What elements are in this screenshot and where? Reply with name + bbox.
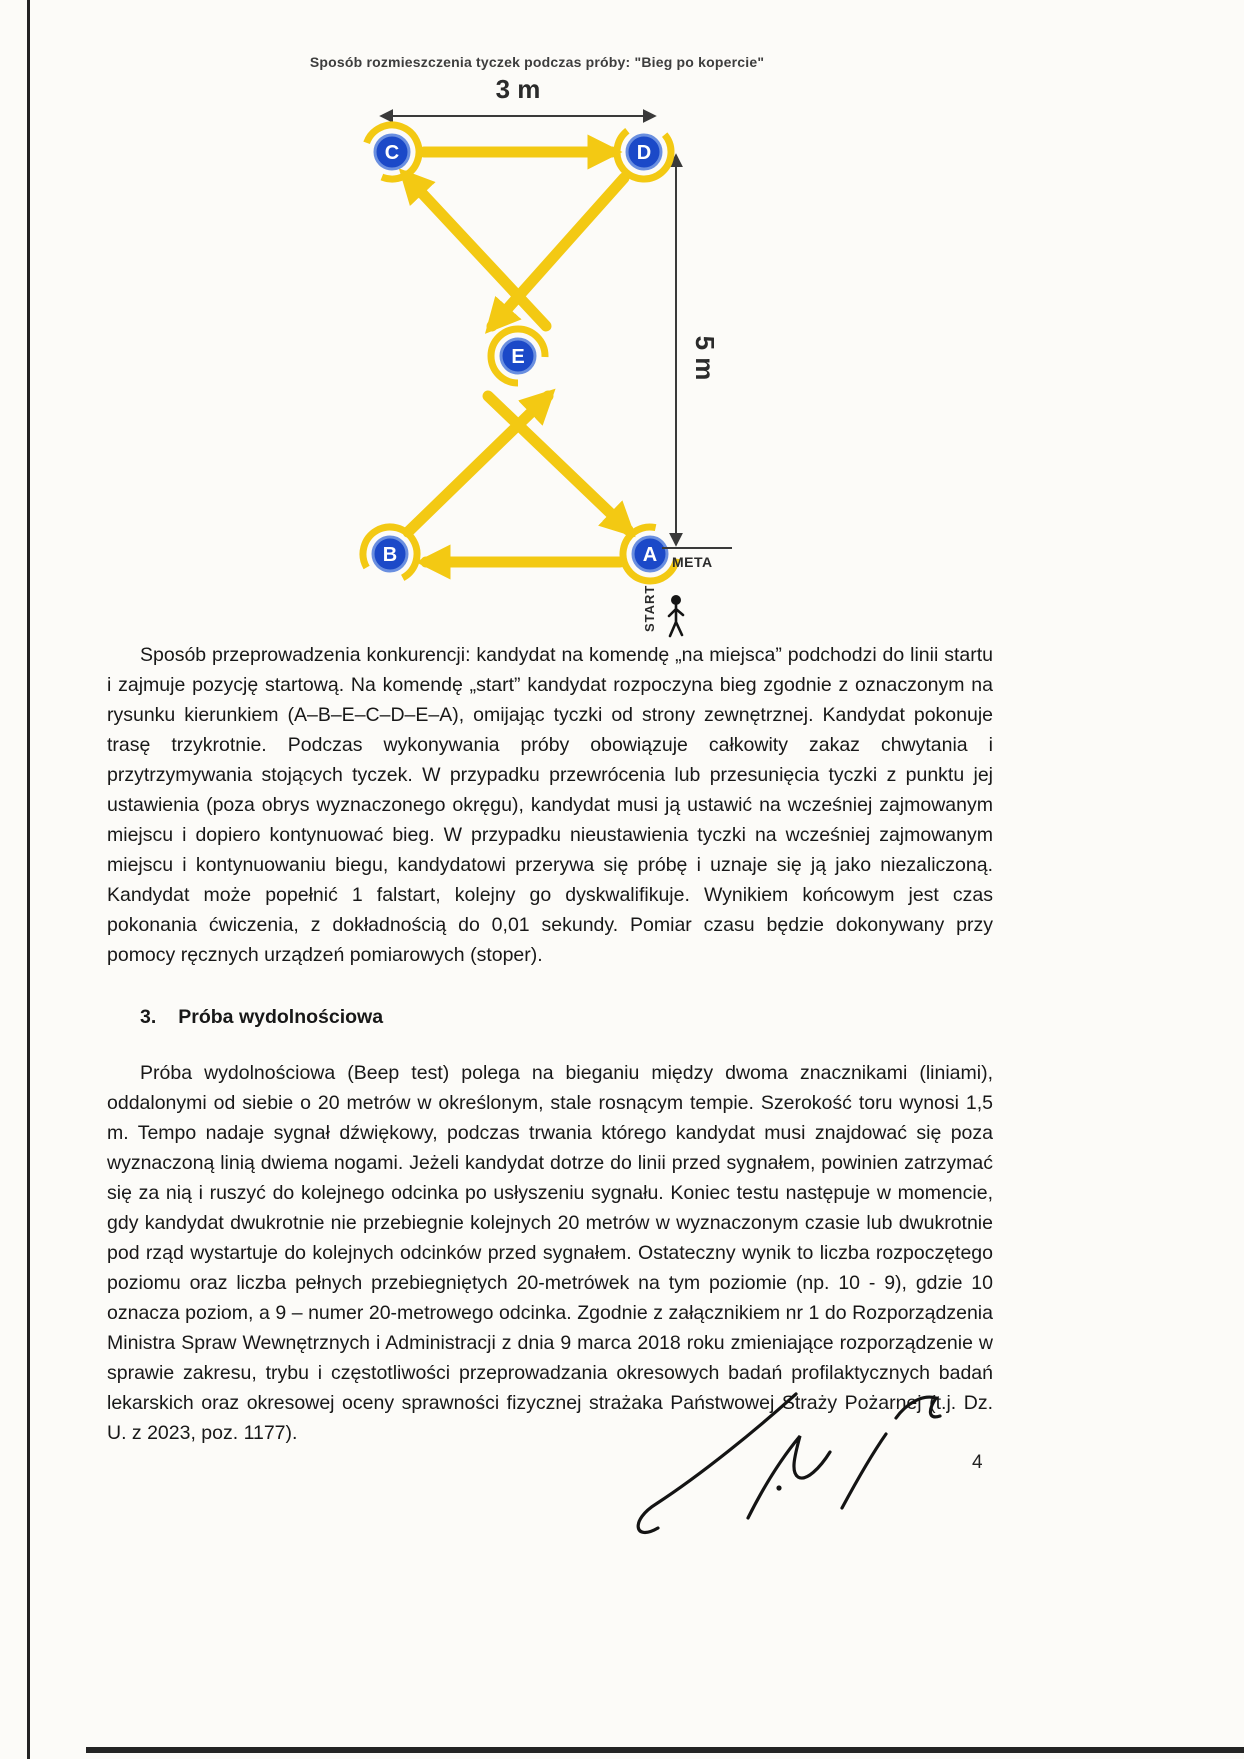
meta-marker [662, 548, 732, 570]
paragraph-competition-rules: Sposób przeprowadzenia konkurencji: kandydat na komendę „na miejsca” podchodzi do linii startu i zajmuje pozycję startową. Na komendę „start” kandydat rozpoczyna bieg zgodnie z oznaczonym na rysunku kierunkiem (A–B–E–C–D–E–A), omijając tyczki od strony zewnętrznej. Kandydat pokonuje trasę trzykrotnie. Podczas wykonywania próby obowiązuje całkowity zakaz chwytania i przytrzymywania stojących tyczek. W przypadku przewrócenia lub przesunięcia tyczki z punktu jej ustawienia (poza obrys wyznaczonego okręgu), kandydat musi ją ustawić na wcześniej zajmowanym miejscu i dopiero kontynuować bieg. W przypadku nieustawienia tyczki na wcześniej zajmowanym miejscu i kontynuowaniu biegu, kandydatowi przerywa się próbę i uznaje się ją jako niezaliczoną. Kandydat może popełnić 1 falstart, kolejny go dyskwalifikuje. Wynikiem końcowym jest czas pokonania ćwiczenia, z dokładnością do 0,01 sekundy. Pomiar czasu będzie dokonywany przy pomocy ręcznych urządzeń pomiarowych (stoper). [107, 644, 993, 966]
signature-stroke-1 [638, 1394, 796, 1532]
signature-stroke-4 [896, 1397, 940, 1418]
start-label: START [642, 584, 657, 632]
runner-body [669, 605, 683, 636]
pylon-c [357, 117, 426, 186]
route-arrow-e-to-a [488, 396, 628, 530]
signature-stroke-3 [842, 1434, 886, 1508]
pylon-e [491, 329, 545, 383]
route-arrow-e-to-c [406, 176, 546, 326]
pylon-e-label: E [511, 346, 525, 368]
pylon-a-label: A [642, 544, 658, 566]
width-measure [382, 74, 654, 116]
runner-head [671, 595, 681, 605]
runner-icon [669, 595, 683, 636]
scan-artifact-bottom-edge [86, 1747, 1244, 1753]
signature-dot [776, 1485, 781, 1490]
body-text [107, 640, 993, 1448]
start-marker [642, 585, 683, 636]
height-dimension-label: 5 m [690, 335, 720, 381]
section-heading [140, 1002, 993, 1032]
width-dimension-label: 3 m [495, 74, 541, 104]
meta-label: META [672, 554, 713, 570]
route-arrow-d-to-e [492, 178, 624, 326]
signature-stroke-2 [748, 1436, 830, 1518]
pylon-b-label: B [382, 544, 398, 566]
section-number: 3. [140, 1006, 157, 1028]
scan-artifact-left-edge [27, 0, 30, 1759]
section-title: Próba wydolnościowa [178, 1006, 384, 1028]
pylon-c-label: C [384, 142, 400, 164]
paragraph-endurance-test: Próba wydolnościowa (Beep test) polega na bieganiu między dwoma znacznikami (liniami), oddalonymi od siebie o 20 metrów w określonym, stale rosnącym tempie. Szerokość toru wynosi 1,5 m. Tempo nadaje sygnał dźwiękowy, podczas trwania którego kandydat musi znajdować się poza wyznaczoną linią dwiema nogami. Jeżeli kandydat dotrze do linii przed sygnałem, powinien zatrzymać się za nią i ruszyć do kolejnego odcinka po usłyszeniu sygnału. Koniec testu następuje w momencie, gdy kandydat dwukrotnie nie przebiegnie kolejnych 20 metrów w wyznaczonym czasie lub dwukrotnie pod rząd wystartuje do kolejnych odcinków przed sygnałem. Ostateczny wynik to liczba rozpoczętego poziomu oraz liczba pełnych przebiegniętych 20-metrówek na tym poziomie (np. 10 - 9), gdzie 10 oznacza poziom, a 9 – numer 20-metrowego odcinka. Zgodnie z załącznikiem nr 1 do Rozporządzenia Ministra Spraw Wewnętrznych i Administracji z dnia 9 marca 2018 roku zmieniające rozporządzenie w sprawie zakresu, trybu i częstotliwości przeprowadzania okresowych badań profilaktycznych badań lekarskich oraz okresowej oceny sprawności fizycznej strażaka Państwowej Straży Pożarnej (t.j. Dz. U. z 2023, poz. 1177). [107, 1062, 993, 1444]
course-diagram [320, 64, 960, 664]
diagram-caption: Sposób rozmieszczenia tyczek podczas próby: "Bieg po kopercie" [309, 54, 765, 70]
signature [628, 1390, 968, 1550]
height-measure [676, 156, 720, 544]
page-number: 4 [972, 1452, 983, 1473]
pylon-d-label: D [636, 142, 652, 164]
route-arrow-b-to-e [408, 396, 548, 532]
